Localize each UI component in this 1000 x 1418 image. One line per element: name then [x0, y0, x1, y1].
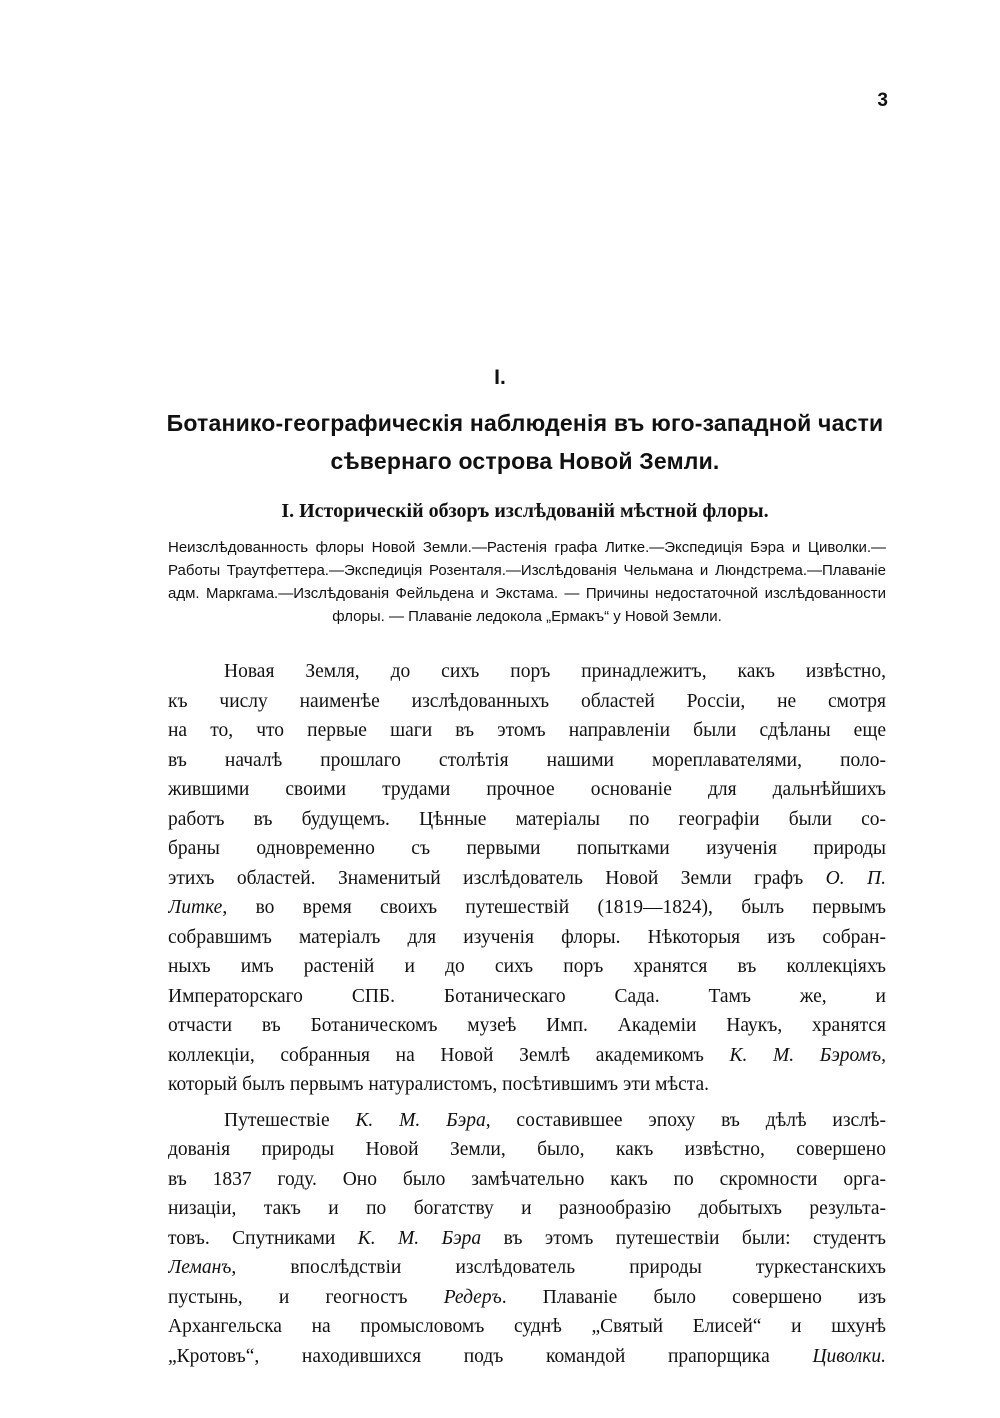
- chapter-title-line: сѣвернаго острова Новой Земли.: [330, 448, 720, 474]
- person-name: О. П.: [825, 867, 886, 889]
- text-run: пустынь, и геогностъ: [168, 1286, 444, 1308]
- text-run: товъ. Спутниками: [168, 1227, 358, 1249]
- paragraph-1: [168, 657, 886, 1100]
- text-run: . Плаваніе было совершено изъ: [501, 1286, 886, 1308]
- text-line: низаціи, такъ и по богатству и разнообразію добытыхъ результа-: [168, 1198, 886, 1219]
- text-line: Архангельска на промысловомъ суднѣ „Святый Елисей“ и шхунѣ: [168, 1316, 886, 1337]
- text-line: [168, 864, 886, 894]
- text-run: коллекціи, собранныя на Новой Землѣ академикомъ: [168, 1044, 730, 1066]
- person-name: Циволки.: [812, 1345, 886, 1367]
- text-line: отчасти въ Ботаническомъ музеѣ Имп. Академіи Наукъ, хранятся: [168, 1015, 886, 1036]
- text-run: , во время своихъ путешествій (1819—1824), былъ первымъ: [222, 897, 886, 918]
- person-name: Леманъ: [168, 1257, 232, 1278]
- body-text: [168, 657, 886, 1377]
- text-line: Императорскаго СПБ. Ботаническаго Сада. Тамъ же, и: [168, 985, 886, 1007]
- text-line: [168, 893, 886, 923]
- text-run: этихъ областей. Знаменитый изслѣдователь Новой Земли графъ: [168, 867, 826, 889]
- text-line: на то, что первые шаги въ этомъ направленіи были сдѣланы еще: [168, 720, 886, 741]
- text-line: въ началѣ прошлаго столѣтія нашими мореплавателями, поло-: [168, 749, 886, 771]
- text-line: ныхъ имъ растеній и до сихъ поръ хранятся въ коллекціяхъ: [168, 956, 886, 977]
- text-line: [168, 1342, 886, 1372]
- text-line: въ 1837 году. Оно было замѣчательно какъ по скромности орга-: [168, 1168, 886, 1190]
- chapter-title: [160, 404, 890, 480]
- person-name: Литке: [168, 897, 223, 918]
- paragraph-2: [168, 1106, 886, 1372]
- text-line: дованія природы Новой Земли, было, какъ извѣстно, совершено: [168, 1139, 886, 1160]
- person-name: Редеръ: [443, 1286, 502, 1308]
- person-name: К. М. Бэромъ,: [729, 1044, 886, 1066]
- text-line: [168, 1253, 886, 1283]
- page-number: 3: [877, 90, 888, 111]
- text-line: [168, 1224, 886, 1254]
- chapter-number: I.: [494, 366, 506, 389]
- text-line: [168, 1106, 886, 1136]
- section-heading: I. Историческій обзоръ изслѣдованій мѣстной флоры.: [281, 500, 769, 522]
- text-line: [168, 1283, 886, 1313]
- section-summary: Неизслѣдованность флоры Новой Земли.—Растенія графа Литке.—Экспедиція Бэра и Циволки.—Работы Траутфеттера.—Экспедиція Розенталя.—Изслѣдованія Чельмана и Люндстрема.—Плаваніе адм. Маркгама.—Изслѣдованія Фейльдена и Экстама. — Причины недостаточной изслѣдованности флоры. — Плаваніе ледокола „Ермакъ“ у Новой Земли.: [168, 539, 886, 625]
- text-line: [168, 1041, 886, 1071]
- text-run: , составившее эпоху въ дѣлѣ изслѣ-: [485, 1109, 886, 1131]
- text-line: который былъ первымъ натуралистомъ, посѣтившимъ эти мѣста.: [168, 1074, 710, 1095]
- chapter-title-line: Ботанико-географическія наблюденія въ юго-западной части: [166, 410, 884, 436]
- text-run: Путешествіе: [224, 1109, 356, 1131]
- text-line: жившими своими трудами прочное основаніе для дальнѣйшихъ: [168, 779, 886, 800]
- text-run: „Кротовъ“, находившихся подъ командой прапорщика: [168, 1345, 813, 1367]
- text-line: браны одновременно съ первыми попытками изученія природы: [168, 838, 886, 859]
- text-line: къ числу наименѣе изслѣдованныхъ областей Россіи, не смотря: [168, 690, 886, 712]
- text-run: въ этомъ путешествіи были: студентъ: [481, 1227, 886, 1249]
- person-name: К. М. Бэра: [357, 1227, 482, 1249]
- person-name: К. М. Бэра: [355, 1109, 486, 1131]
- text-line: работъ въ будущемъ. Цѣнные матеріалы по географіи были со-: [168, 808, 886, 830]
- text-line: собравшимъ матеріалъ для изученія флоры. Нѣкоторыя изъ собран-: [168, 926, 886, 948]
- text-line: Новая Земля, до сихъ поръ принадлежитъ, какъ извѣстно,: [224, 661, 886, 682]
- text-run: , впослѣдствіи изслѣдователь природы туркестанскихъ: [231, 1257, 886, 1278]
